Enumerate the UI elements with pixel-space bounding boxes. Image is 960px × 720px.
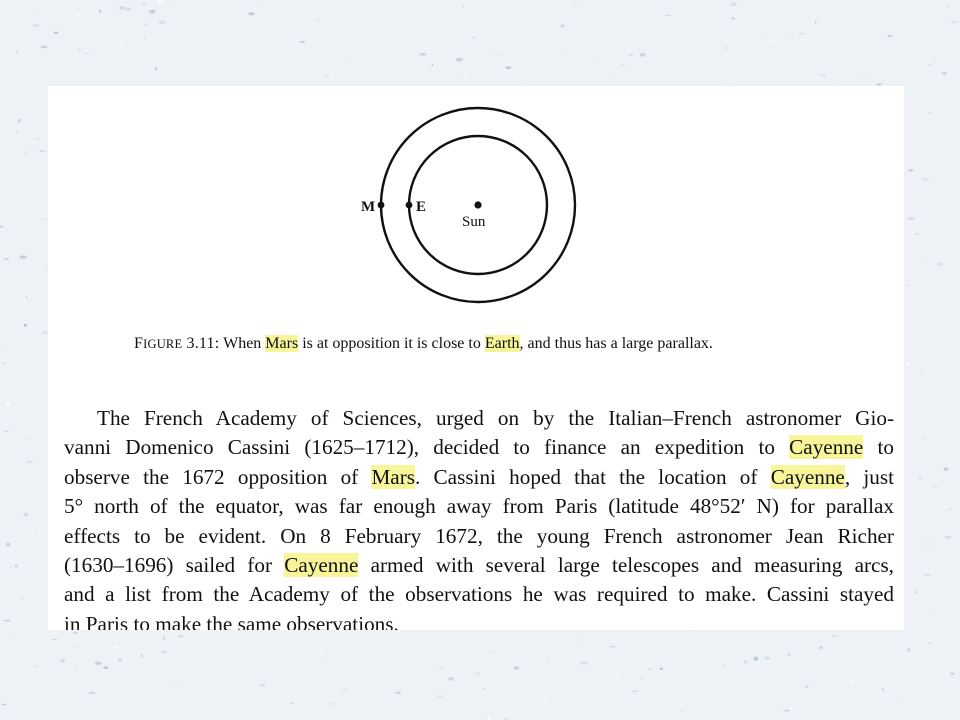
speckle <box>257 1 259 2</box>
speckle <box>26 438 28 440</box>
speckle <box>754 657 759 661</box>
speckle <box>73 632 78 634</box>
speckle <box>947 5 950 8</box>
speckle <box>419 53 426 56</box>
speckle <box>34 459 36 461</box>
speckle <box>17 119 21 123</box>
speckle <box>10 567 12 568</box>
speckle <box>547 657 548 659</box>
speckle <box>907 648 910 651</box>
speckle <box>30 529 32 532</box>
speckle <box>514 666 519 669</box>
speckle <box>39 150 45 152</box>
speckle <box>593 31 596 34</box>
speckle <box>937 263 943 267</box>
paragraph-text-segment: , just <box>844 464 894 489</box>
paragraph-line <box>64 522 894 551</box>
speckle <box>800 33 806 35</box>
speckle <box>862 75 866 77</box>
speckle <box>118 658 122 661</box>
speckle <box>291 703 294 704</box>
paragraph-line <box>64 580 894 609</box>
speckle <box>34 138 41 139</box>
speckle <box>40 219 47 221</box>
speckle <box>764 657 770 660</box>
speckle <box>725 47 729 49</box>
speckle <box>143 23 147 25</box>
speckle <box>629 54 633 56</box>
speckle <box>745 660 747 663</box>
speckle <box>72 78 74 79</box>
speckle <box>416 703 423 704</box>
speckle <box>75 665 78 669</box>
speckle <box>439 668 444 669</box>
speckle <box>54 32 59 35</box>
speckle <box>98 45 104 47</box>
speckle <box>395 692 401 694</box>
speckle <box>462 5 464 8</box>
speckle <box>783 710 789 712</box>
speckle <box>1 704 6 706</box>
speckle <box>762 35 763 37</box>
highlighted-term: Cayenne <box>770 464 845 489</box>
body-paragraph <box>64 404 894 630</box>
speckle <box>33 665 39 667</box>
speckle <box>16 51 18 55</box>
highlighted-term: Mars <box>371 464 415 489</box>
speckle <box>487 717 490 720</box>
speckle <box>18 244 20 246</box>
speckle <box>751 632 753 633</box>
speckle <box>915 233 919 235</box>
mars-dot <box>378 202 385 209</box>
speckle <box>157 0 164 4</box>
speckle <box>924 574 931 576</box>
speckle <box>805 686 809 688</box>
speckle <box>88 692 95 695</box>
speckle <box>506 66 512 69</box>
speckle <box>924 543 932 545</box>
speckle <box>542 699 549 701</box>
figure-caption <box>134 335 854 353</box>
speckle <box>832 635 838 637</box>
speckle <box>640 53 645 57</box>
paragraph-line <box>64 463 894 492</box>
orbit-diagram <box>48 86 904 326</box>
paragraph-text-segment: . Cassini hoped that the location of <box>415 464 771 489</box>
speckle <box>580 662 587 665</box>
speckle <box>945 536 952 539</box>
speckle <box>37 492 45 494</box>
speckle <box>609 646 616 647</box>
caption-text-segment: is at opposition it is close to <box>298 335 485 352</box>
speckle <box>483 688 485 690</box>
speckle <box>142 3 146 6</box>
paragraph-text-segment: 5° north of the equator, was far enough away from Paris (latitude 48°52′ N) for parallax <box>64 494 894 519</box>
paragraph-line <box>64 610 894 630</box>
speckle <box>731 3 737 7</box>
speckle <box>819 646 823 649</box>
speckle <box>379 77 380 81</box>
paragraph-text-segment: effects to be evident. On 8 February 1672, the young French astronomer Jean Richer <box>64 523 894 548</box>
sun-dot <box>474 201 481 208</box>
speckle <box>24 151 27 155</box>
speckle <box>597 62 601 63</box>
highlighted-term: Earth <box>484 335 520 352</box>
speckle <box>300 41 306 42</box>
speckle <box>95 662 102 665</box>
speckle <box>6 402 10 406</box>
speckle <box>16 130 19 134</box>
speckle <box>910 0 913 2</box>
speckle <box>23 513 28 516</box>
earth-dot <box>406 202 413 209</box>
speckle <box>922 177 929 181</box>
speckle <box>560 24 565 27</box>
speckle <box>243 70 245 73</box>
speckle <box>641 677 643 680</box>
speckle <box>935 128 937 129</box>
speckle <box>343 688 347 691</box>
paragraph-text-segment: vanni Domenico Cassini (1625–1712), decided to finance an expedition to <box>64 435 790 460</box>
speckle <box>260 685 266 687</box>
speckle <box>489 651 496 652</box>
speckle <box>787 653 790 656</box>
speckle <box>731 17 735 20</box>
speckle <box>141 654 143 657</box>
speckle <box>942 72 947 74</box>
speckle <box>32 24 39 26</box>
speckle <box>820 73 827 76</box>
speckle <box>333 633 339 635</box>
mars-label: M <box>361 199 376 215</box>
speckle <box>815 21 816 25</box>
speckle <box>172 682 179 684</box>
speckle <box>922 438 925 440</box>
paragraph-line <box>64 551 894 580</box>
speckle <box>925 258 927 259</box>
speckle <box>432 64 434 66</box>
speckle <box>6 543 10 546</box>
speckle <box>324 75 330 76</box>
speckle <box>121 41 125 42</box>
speckle <box>951 21 957 24</box>
speckle <box>896 698 900 699</box>
speckle <box>615 76 617 79</box>
speckle <box>161 651 167 654</box>
speckle <box>476 673 481 675</box>
speckle <box>928 643 931 644</box>
speckle <box>37 14 39 16</box>
speckle <box>26 460 33 463</box>
speckle <box>918 476 922 479</box>
caption-text <box>219 335 713 352</box>
speckle <box>348 61 352 62</box>
paragraph-text-segment: (1630–1696) sailed for <box>64 553 285 578</box>
speckle <box>957 157 960 159</box>
speckle <box>850 681 854 685</box>
speckle <box>920 369 921 371</box>
speckle <box>437 695 444 697</box>
speckle <box>930 614 931 617</box>
earth-label: E <box>416 199 427 215</box>
speckle <box>941 331 942 335</box>
speckle <box>159 21 166 24</box>
speckle <box>617 675 619 678</box>
speckle <box>144 38 146 39</box>
speckle <box>908 217 915 220</box>
speckle <box>103 666 108 669</box>
speckle <box>4 620 11 622</box>
speckle <box>113 646 118 648</box>
speckle <box>473 36 476 38</box>
speckle <box>330 702 336 705</box>
paragraph-text-segment: observe the 1672 opposition of <box>64 464 372 489</box>
paragraph-text-segment: in Paris to make the same observations. <box>64 611 399 630</box>
speckle <box>621 64 625 65</box>
speckle <box>317 18 319 21</box>
speckle <box>11 636 15 637</box>
speckle <box>908 169 913 171</box>
speckle <box>928 112 933 113</box>
caption-text-segment: , and thus has a large parallax. <box>519 335 713 352</box>
speckle <box>178 635 183 637</box>
speckle <box>680 710 685 711</box>
speckle <box>99 10 101 13</box>
speckle <box>40 46 47 48</box>
speckle <box>791 707 792 711</box>
speckle <box>564 48 567 49</box>
speckle <box>932 486 938 488</box>
speckle <box>660 668 663 670</box>
speckle <box>722 664 726 668</box>
paragraph-line <box>64 492 894 521</box>
speckle <box>632 691 638 692</box>
paragraph-text-segment: The French Academy of Sciences, urged on by the Italian–French astronomer Gio- <box>97 406 894 430</box>
speckle <box>319 654 323 657</box>
speckle <box>943 468 948 471</box>
speckle <box>119 6 125 9</box>
speckle <box>155 67 157 70</box>
speckle <box>938 371 940 373</box>
speckle <box>4 431 9 432</box>
highlighted-term: Cayenne <box>789 435 864 460</box>
paragraph-line <box>64 404 894 433</box>
speckle <box>74 646 76 647</box>
speckle <box>888 35 893 37</box>
speckle <box>3 362 6 364</box>
speckle <box>906 284 909 286</box>
speckle <box>950 672 954 675</box>
speckle <box>60 659 65 663</box>
speckle <box>580 639 583 641</box>
highlighted-term: Mars <box>265 335 299 352</box>
speckle <box>748 44 749 46</box>
speckle <box>0 226 3 228</box>
paragraph-text-segment: armed with several large telescopes and measuring arcs, <box>358 553 894 578</box>
speckle <box>52 639 57 640</box>
speckle <box>448 677 454 681</box>
speckle <box>4 258 9 260</box>
highlighted-term: Cayenne <box>284 553 359 578</box>
sun-label: Sun <box>462 214 486 230</box>
speckle <box>20 255 28 258</box>
speckle <box>575 0 577 2</box>
paragraph-text-segment: to <box>863 435 895 460</box>
book-page-scan <box>48 86 904 630</box>
figure-label: FIGURE 3.11: <box>134 335 220 352</box>
speckle <box>163 636 165 640</box>
speckle <box>928 64 931 65</box>
speckle <box>665 15 672 16</box>
speckle <box>248 12 255 15</box>
paragraph-line <box>64 433 894 462</box>
speckle <box>768 40 773 41</box>
speckle <box>494 53 501 55</box>
speckle <box>649 668 651 671</box>
speckle <box>84 53 91 54</box>
speckle <box>24 324 27 327</box>
speckle <box>14 565 18 568</box>
speckle <box>882 688 884 691</box>
speckle <box>76 13 81 16</box>
speckle <box>26 296 28 298</box>
speckle <box>791 36 794 37</box>
speckle <box>463 73 467 76</box>
speckle <box>930 59 936 60</box>
speckle <box>125 7 131 11</box>
paragraph-text-segment: and a list from the Academy of the observations he was required to make. Cassini stayed <box>64 582 894 607</box>
caption-text-segment: When <box>219 335 266 352</box>
speckle <box>78 48 80 50</box>
speckle <box>149 10 155 14</box>
speckle <box>368 674 370 676</box>
speckle <box>0 350 2 351</box>
speckle <box>21 597 24 600</box>
speckle <box>916 591 918 594</box>
speckle <box>456 58 463 62</box>
speckle <box>171 0 172 3</box>
speckle <box>947 508 953 510</box>
speckle <box>905 363 909 365</box>
